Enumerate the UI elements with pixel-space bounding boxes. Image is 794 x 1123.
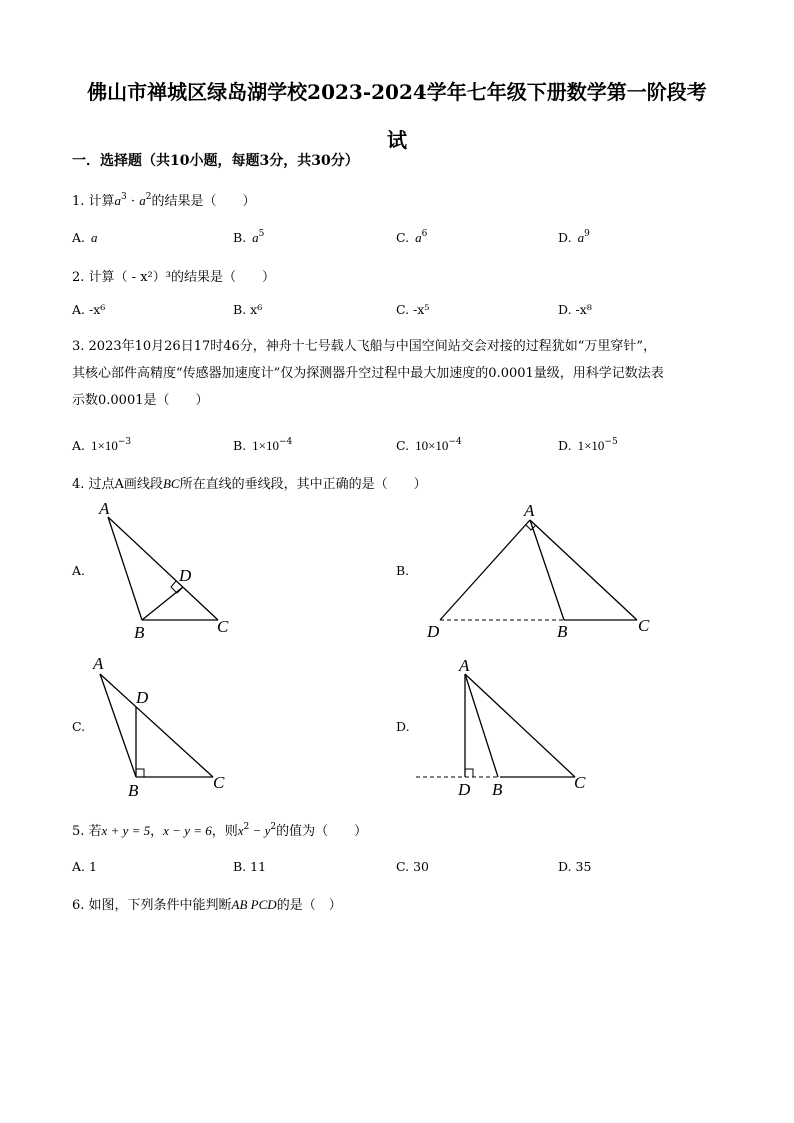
point-d-label: D [427, 622, 440, 641]
q2-option-a[interactable] [72, 302, 105, 317]
option-base: a [415, 230, 422, 245]
q1-option-a[interactable] [72, 230, 98, 246]
option-label: C. [396, 438, 410, 453]
q2-option-c[interactable] [396, 302, 429, 317]
option-label: A. [72, 859, 86, 874]
point-a-label: A [524, 501, 535, 520]
q4-figure-b [420, 498, 660, 643]
q4-suffix: 所在直线的垂线段，其中正确的是（ ） [179, 477, 427, 492]
q3-option-b[interactable] [233, 438, 292, 454]
question-2-stem: 2. 计算（ - x²）³的结果是（ ） [72, 270, 275, 285]
right-angle-mark [465, 769, 473, 777]
option-text: x⁶ [250, 302, 263, 317]
q4-figure-c [88, 652, 238, 802]
point-b-label: B [492, 780, 503, 799]
q3-line-1: 3. 2023年10月26日17时46分，神舟十七号载人飞船与中国空间站交会对接的过程犹如“万里穿针”， [72, 339, 657, 354]
q1-base1: a [114, 193, 122, 208]
option-label: C. [396, 302, 410, 317]
point-a-label: A [459, 656, 470, 675]
option-text: 11 [250, 859, 267, 874]
q3-line-3: 示数0.0001是（ ） [72, 393, 209, 408]
title-line-2: 试 [387, 128, 407, 152]
option-text: -x⁵ [413, 302, 430, 317]
q4-prefix: 4. 过点A画线段 [72, 477, 163, 492]
q4-figure-d [410, 654, 600, 804]
q4-option-b-label[interactable]: B. [396, 563, 410, 578]
q5-option-a[interactable] [72, 859, 97, 874]
option-label: B. [233, 302, 247, 317]
title-line-1: 佛山市禅城区绿岛湖学校2023-2024学年七年级下册数学第一阶段考 [87, 80, 707, 104]
point-c-label: C [574, 773, 586, 792]
q4-figure-a [90, 496, 250, 646]
point-a-label: A [93, 654, 104, 673]
option-label: D. [558, 438, 572, 453]
point-b-label: B [134, 623, 145, 642]
q1-exp2: 2 [145, 192, 152, 202]
option-exp: 5 [258, 229, 265, 239]
segment-ac [100, 674, 213, 777]
segment-ac [530, 520, 637, 620]
option-label: A. [72, 230, 86, 245]
option-exp: −3 [117, 437, 132, 447]
point-d-label: D [179, 566, 192, 585]
right-angle-mark [136, 769, 144, 777]
q5-expr-b: y [264, 823, 271, 838]
q1-option-c[interactable] [396, 230, 427, 246]
q6-relation: AB PCD [231, 897, 277, 912]
q4-segment: BC [162, 476, 180, 491]
q2-option-b[interactable] [233, 302, 262, 317]
q2-option-d[interactable] [558, 302, 592, 317]
q3-option-a[interactable] [72, 438, 131, 454]
point-c-label: C [638, 616, 650, 635]
option-exp: −4 [448, 437, 462, 447]
segment-bd [142, 587, 183, 620]
q5-exp-b: 2 [270, 822, 277, 832]
q1-suffix: 的结果是（ ） [151, 194, 256, 209]
q1-option-d[interactable] [558, 230, 590, 246]
option-mantissa: 10×10 [415, 438, 449, 453]
right-angle-mark [526, 525, 536, 530]
point-a-label: A [99, 499, 110, 518]
section-heading: 一．选择题（共10小题，每题3分，共30分） [72, 153, 359, 169]
option-label: B. [233, 438, 247, 453]
point-b-label: B [557, 622, 568, 641]
q3-line-2: 其核心部件高精度“传感器加速度计”仅为探测器升空过程中最大加速度的0.0001量级，用科学记数法表 [72, 366, 664, 381]
option-label: B. [233, 230, 247, 245]
option-base: a [252, 230, 259, 245]
q5-prefix: 5. 若 [72, 824, 102, 839]
option-mantissa: 1×10 [252, 438, 280, 453]
option-text: -x⁸ [575, 302, 592, 317]
point-d-label: D [136, 688, 149, 707]
q5-option-d[interactable] [558, 859, 591, 874]
question-4-stem [72, 473, 427, 492]
option-label: A. [72, 302, 86, 317]
q1-exp1: 3 [121, 192, 127, 202]
q5-sep: ， [150, 824, 164, 839]
q6-prefix: 6. 如图，下列条件中能判断 [72, 898, 232, 913]
option-label: D. [558, 859, 572, 874]
point-b-label: B [128, 781, 139, 800]
point-c-label: C [217, 617, 229, 636]
q5-minus: − [249, 823, 265, 838]
option-mantissa: 1×10 [91, 438, 118, 453]
option-base: a [577, 230, 585, 245]
question-6-stem [72, 894, 342, 913]
q5-suffix: 的值为（ ） [276, 824, 368, 839]
q5-eq1: x + y = 5 [101, 823, 151, 838]
option-label: B. [233, 859, 247, 874]
q4-option-d-label[interactable]: D. [396, 719, 410, 734]
question-1-stem [72, 190, 255, 209]
segment-ad [440, 520, 530, 620]
q1-option-b[interactable] [233, 230, 264, 246]
option-exp: −4 [279, 437, 293, 447]
q5-option-b[interactable] [233, 859, 266, 874]
q6-suffix: 的是（ ） [276, 898, 342, 913]
q5-eq2: x − y = 6 [163, 823, 212, 838]
q1-prefix: 1. 计算 [72, 194, 115, 209]
option-mantissa: 1×10 [577, 438, 605, 453]
q1-base2: a [139, 193, 146, 208]
option-label: D. [558, 230, 572, 245]
q3-option-d[interactable] [558, 438, 618, 454]
point-c-label: C [213, 773, 225, 792]
option-exp: 9 [584, 229, 590, 239]
point-d-label: D [458, 780, 471, 799]
question-3-stem [72, 333, 732, 414]
option-label: D. [558, 302, 572, 317]
question-5-stem [72, 820, 367, 839]
q5-mid: ，则 [211, 824, 238, 839]
option-exp: 6 [421, 229, 428, 239]
option-text: 35 [575, 859, 592, 874]
q4-option-c-label[interactable]: C. [72, 719, 86, 734]
q1-dot: · [130, 194, 136, 209]
option-label: A. [72, 438, 86, 453]
option-base: a [91, 230, 98, 245]
segment-ab [100, 674, 136, 777]
option-text: -x⁶ [89, 302, 106, 317]
option-text: 1 [89, 859, 97, 874]
q5-exp-a: 2 [243, 822, 250, 832]
q4-option-a-label[interactable]: A. [72, 563, 86, 578]
option-text: 30 [413, 859, 429, 874]
option-exp: −5 [604, 437, 618, 447]
option-label: C. [396, 859, 410, 874]
option-label: C. [396, 230, 410, 245]
q5-option-c[interactable] [396, 859, 429, 874]
q5-expr-a: x [237, 823, 244, 838]
q3-option-c[interactable] [396, 438, 462, 454]
